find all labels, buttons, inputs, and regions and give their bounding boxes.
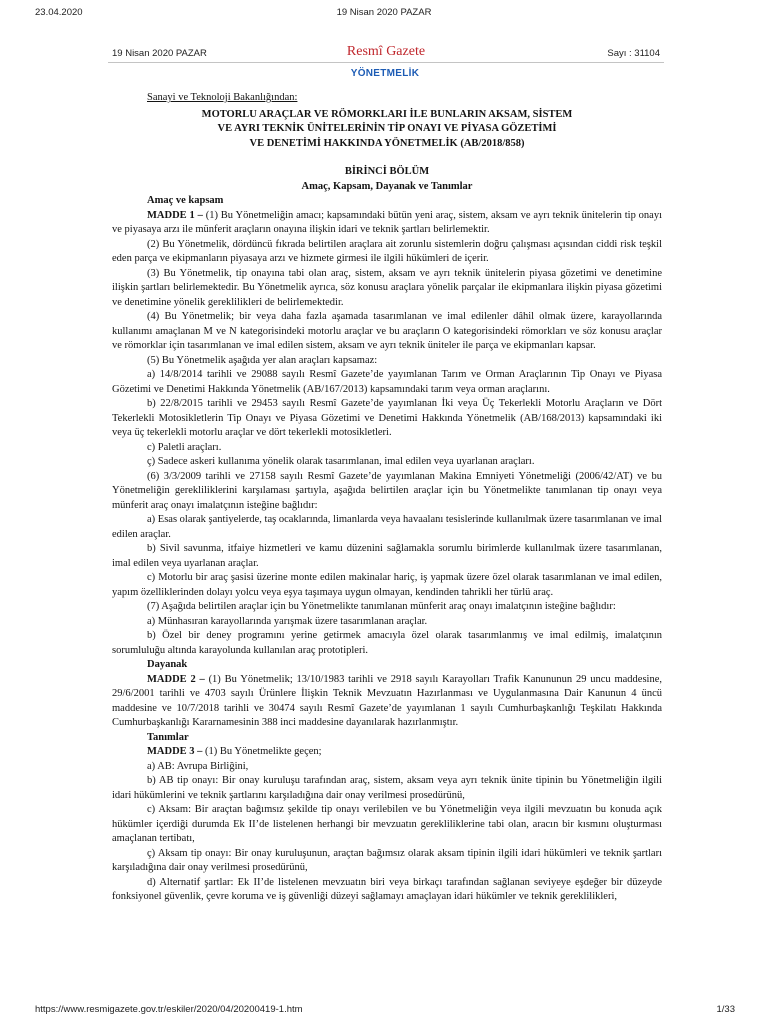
page-url: https://www.resmigazete.gov.tr/eskiler/2020/04/20200419-1.htm bbox=[35, 1004, 303, 1015]
article-subclause: c) Motorlu bir araç şasisi üzerine monte edilen makinalar hariç, iş yapmak üzere özel olarak tasarımlanan ve imal edilen, yapım özelliklerinden dolayı yolcu veya eşya taşımaya uygun olmayan, kendinden tahrikli her türlü araç. bbox=[112, 572, 662, 598]
article-subclause: c) Paletli araçları. bbox=[147, 441, 222, 453]
article-paragraph bbox=[112, 745, 662, 760]
article-number: MADDE 1 – bbox=[147, 209, 203, 221]
article-paragraph bbox=[112, 209, 662, 238]
article-subclause: b) Sivil savunma, itfaiye hizmetleri ve kamu düzenini sağlamakla sorumlu birimlerde kullanılmak üzere tasarımlanan, imal edilen veya uyarlanan araçlar. bbox=[112, 543, 662, 569]
part-number: BİRİNCİ BÖLÜM bbox=[344, 166, 430, 177]
definition-item: d) Alternatif şartlar: Ek II’de listelenen mevzuatın biri veya birkaçı tarafından sağlanan seviyeye eşdeğer bir düzeyde fonksiyonel güvenlik, çevre koruma ve iş güvenliği düzeyi sağlamayı amaçlayan idari hükümler ve teknik gereklilikleri, bbox=[112, 876, 662, 902]
paragraph-text: (1) Bu Yönetmelik; 13/10/1983 tarihli ve 2918 sayılı Karayolları Trafik Kanununun 29 uncu maddesine, 29/6/2001 tarihli ve 4703 sayılı Ürünlere İlişkin Teknik Mevzuatın Hazırlanması ve Uygulanmasına Dair Kanunun 4 üncü maddesine ve 10/7/2018 tarihli ve 30474 sayılı Resmî Gazete’de yayımlanan 1 sayılı Cumhurbaşkanlığı Teşkilatı Hakkında Cumhurbaşkanlığı Kararnamesinin 388 inci maddesine dayanılarak hazırlanmıştır. bbox=[112, 673, 662, 728]
print-header bbox=[0, 7, 768, 21]
gazette-name: Resmî Gazete bbox=[346, 44, 426, 59]
article-heading: Tanımlar bbox=[147, 731, 189, 743]
article-paragraph bbox=[112, 673, 662, 731]
article-subclause: a) Esas olarak şantiyelerde, taş ocaklarında, limanlarda veya havaalanı tesislerinde kullanılmak üzere tasarımlanan ve imal edilen araçlar. bbox=[112, 514, 662, 540]
definition-item: a) AB: Avrupa Birliğini, bbox=[147, 760, 249, 772]
title-line: VE AYRI TEKNİK ÜNİTELERİNİN TİP ONAYI VE PİYASA GÖZETİMİ bbox=[217, 123, 557, 134]
print-title: 19 Nisan 2020 PAZAR bbox=[336, 7, 432, 18]
article-paragraph: (4) Bu Yönetmelik; bir veya daha fazla aşamada tasarımlanan ve imal edilenler dâhil olmak üzere, karayollarında kullanımı amaçlanan M ve N kategorisindeki motorlu araçlar ve bu araçların O kategorisindeki römorkları ve söz konusu araçlar ve römorklar için tasarımlanan ve imal edilen sistem, aksam ve ayrı teknik üniteler ile parça ve ekipmanları kapsar. bbox=[112, 311, 662, 351]
part-heading bbox=[112, 165, 662, 194]
gazette-date: 19 Nisan 2020 PAZAR bbox=[112, 48, 207, 59]
article-paragraph: (6) 3/3/2009 tarihli ve 27158 sayılı Resmî Gazete’de yayımlanan Makina Emniyeti Yönetmeliği (2006/42/AT) ve bu Yönetmeliğin gerekliliklerini karşılaması şartıyla, aşağıda belirtilen araçlar için bu Yönetmelikte tanımlanan tip onayı veya münferit araç onayı imalatçının isteğine bağlıdır: bbox=[112, 470, 662, 511]
page-counter: 1/33 bbox=[716, 1004, 735, 1015]
definition-item: c) Aksam: Bir araçtan bağımsız şekilde tip onayı verilebilen ve bu Yönetmeliğin veya ilgili mevzuatın bu konuda açık hükümler içerdiği durumda Ek II’de listelenen herhangi bir mevzuatın gerekliliklerine tabi olan, aracın bir kısmını oluşturması amaçlanan tertibatı, bbox=[112, 804, 662, 844]
paragraph-text: (1) Bu Yönetmeliğin amacı; kapsamındaki bütün yeni araç, sistem, aksam ve ayrı teknik ünitelerin tip onayı ve piyasaya arzı ile münferit araçların onayına ilişkin idari ve teknik şartları belirlemektir. bbox=[112, 209, 662, 235]
article-heading: Dayanak bbox=[147, 659, 188, 670]
title-line: VE DENETİMİ HAKKINDA YÖNETMELİK (AB/2018/858) bbox=[249, 137, 525, 149]
paragraph-text: (1) Bu Yönetmelikte geçen; bbox=[205, 746, 322, 757]
article-subclause: a) 14/8/2014 tarihli ve 29088 sayılı Resmî Gazete’de yayımlanan Tarım ve Orman Araçlarının Tip Onayı ve Piyasa Gözetimi ve Denetimi Hakkında Yönetmelik (AB/167/2013) kapsamındaki tarım veya orman araçlarını. bbox=[112, 369, 662, 395]
issuing-ministry: Sanayi ve Teknoloji Bakanlığından: bbox=[147, 92, 298, 103]
article-paragraph: (7) Aşağıda belirtilen araçlar için bu Yönetmelikte tanımlanan münferit araç onayı imalatçının isteğine bağlıdır: bbox=[147, 601, 616, 612]
article-paragraph: (2) Bu Yönetmelik, dördüncü fıkrada belirtilen araçlara ait zorunlu sistemlerin doğru çalışması açısından ciddi risk teşkil eden parça ve ekipmanların piyasaya arzı ve hizmete girmesi ile ilgili hükümleri de içerir. bbox=[112, 238, 662, 264]
regulation-title bbox=[112, 108, 662, 152]
gazette-header bbox=[108, 44, 664, 63]
article-number: MADDE 3 – bbox=[147, 746, 203, 757]
article-paragraph: (3) Bu Yönetmelik, tip onayına tabi olan araç, sistem, aksam ve ayrı teknik ünitelerin piyasa gözetimi ve denetimine ilişkin şartları belirlemektedir. Bu Yönetmelik ayrıca, söz konusu araçlara yönelik parçalar ile ekipmanlara ilişkin piyasa gözetimi ve denetimine yönelik gereklilikleri de belirlemektedir. bbox=[112, 267, 662, 308]
definition-item: b) AB tip onayı: Bir onay kuruluşu tarafından araç, sistem, aksam veya ayrı teknik ünite tipinin bu Yönetmeliğin ilgili idari hükümlerini ve teknik şartlarını karşıladığına dair onay verilmesi prosedürünü, bbox=[112, 775, 662, 801]
print-date: 23.04.2020 bbox=[35, 7, 83, 18]
article-subclause: a) Münhasıran karayollarında yarışmak üzere tasarımlanan araçlar. bbox=[147, 615, 428, 627]
article-paragraph: (5) Bu Yönetmelik aşağıda yer alan araçları kapsamaz: bbox=[147, 354, 378, 366]
article-heading: Amaç ve kapsam bbox=[147, 195, 224, 206]
gazette-issue-number: Sayı : 31104 bbox=[607, 48, 660, 59]
document-body bbox=[112, 91, 662, 997]
article-subclause: b) 22/8/2015 tarihli ve 29453 sayılı Resmî Gazete’de yayımlanan İki veya Üç Tekerlekli Motorlu Araçların ve Dört Tekerlekli Motosikletlerin Tip Onayı ve Piyasa Gözetimi ve Denetimi Hakkında Yönetmelik (AB/168/2013) kapsamındaki iki veya üç tekerlekli motorlu araçlar ve dört tekerlekli motosikletleri. bbox=[112, 398, 662, 438]
article-subclause: ç) Sadece askeri kullanıma yönelik olarak tasarımlanan, imal edilen veya uyarlanan araçları. bbox=[147, 456, 535, 467]
article-number: MADDE 2 – bbox=[147, 673, 205, 685]
article-subclause: b) Özel bir deney programını yerine getirmek amacıyla özel olarak tasarımlanmış ve imal edilmiş, imalatçının sorumluluğu altında karayolunda kullanılan araç prototipleri. bbox=[112, 630, 662, 656]
definition-item: ç) Aksam tip onayı: Bir onay kuruluşunun, araçtan bağımsız olarak aksam tipinin ilgili idari hükümleri ve teknik şartları karşıladığına dair onay verilmesi prosedürünü, bbox=[112, 847, 662, 873]
part-title: Amaç, Kapsam, Dayanak ve Tanımlar bbox=[301, 180, 473, 192]
print-footer bbox=[0, 1004, 768, 1018]
section-label: YÖNETMELİK bbox=[350, 68, 420, 79]
title-line: MOTORLU ARAÇLAR VE RÖMORKLARI İLE BUNLARIN AKSAM, SİSTEM bbox=[201, 108, 573, 120]
